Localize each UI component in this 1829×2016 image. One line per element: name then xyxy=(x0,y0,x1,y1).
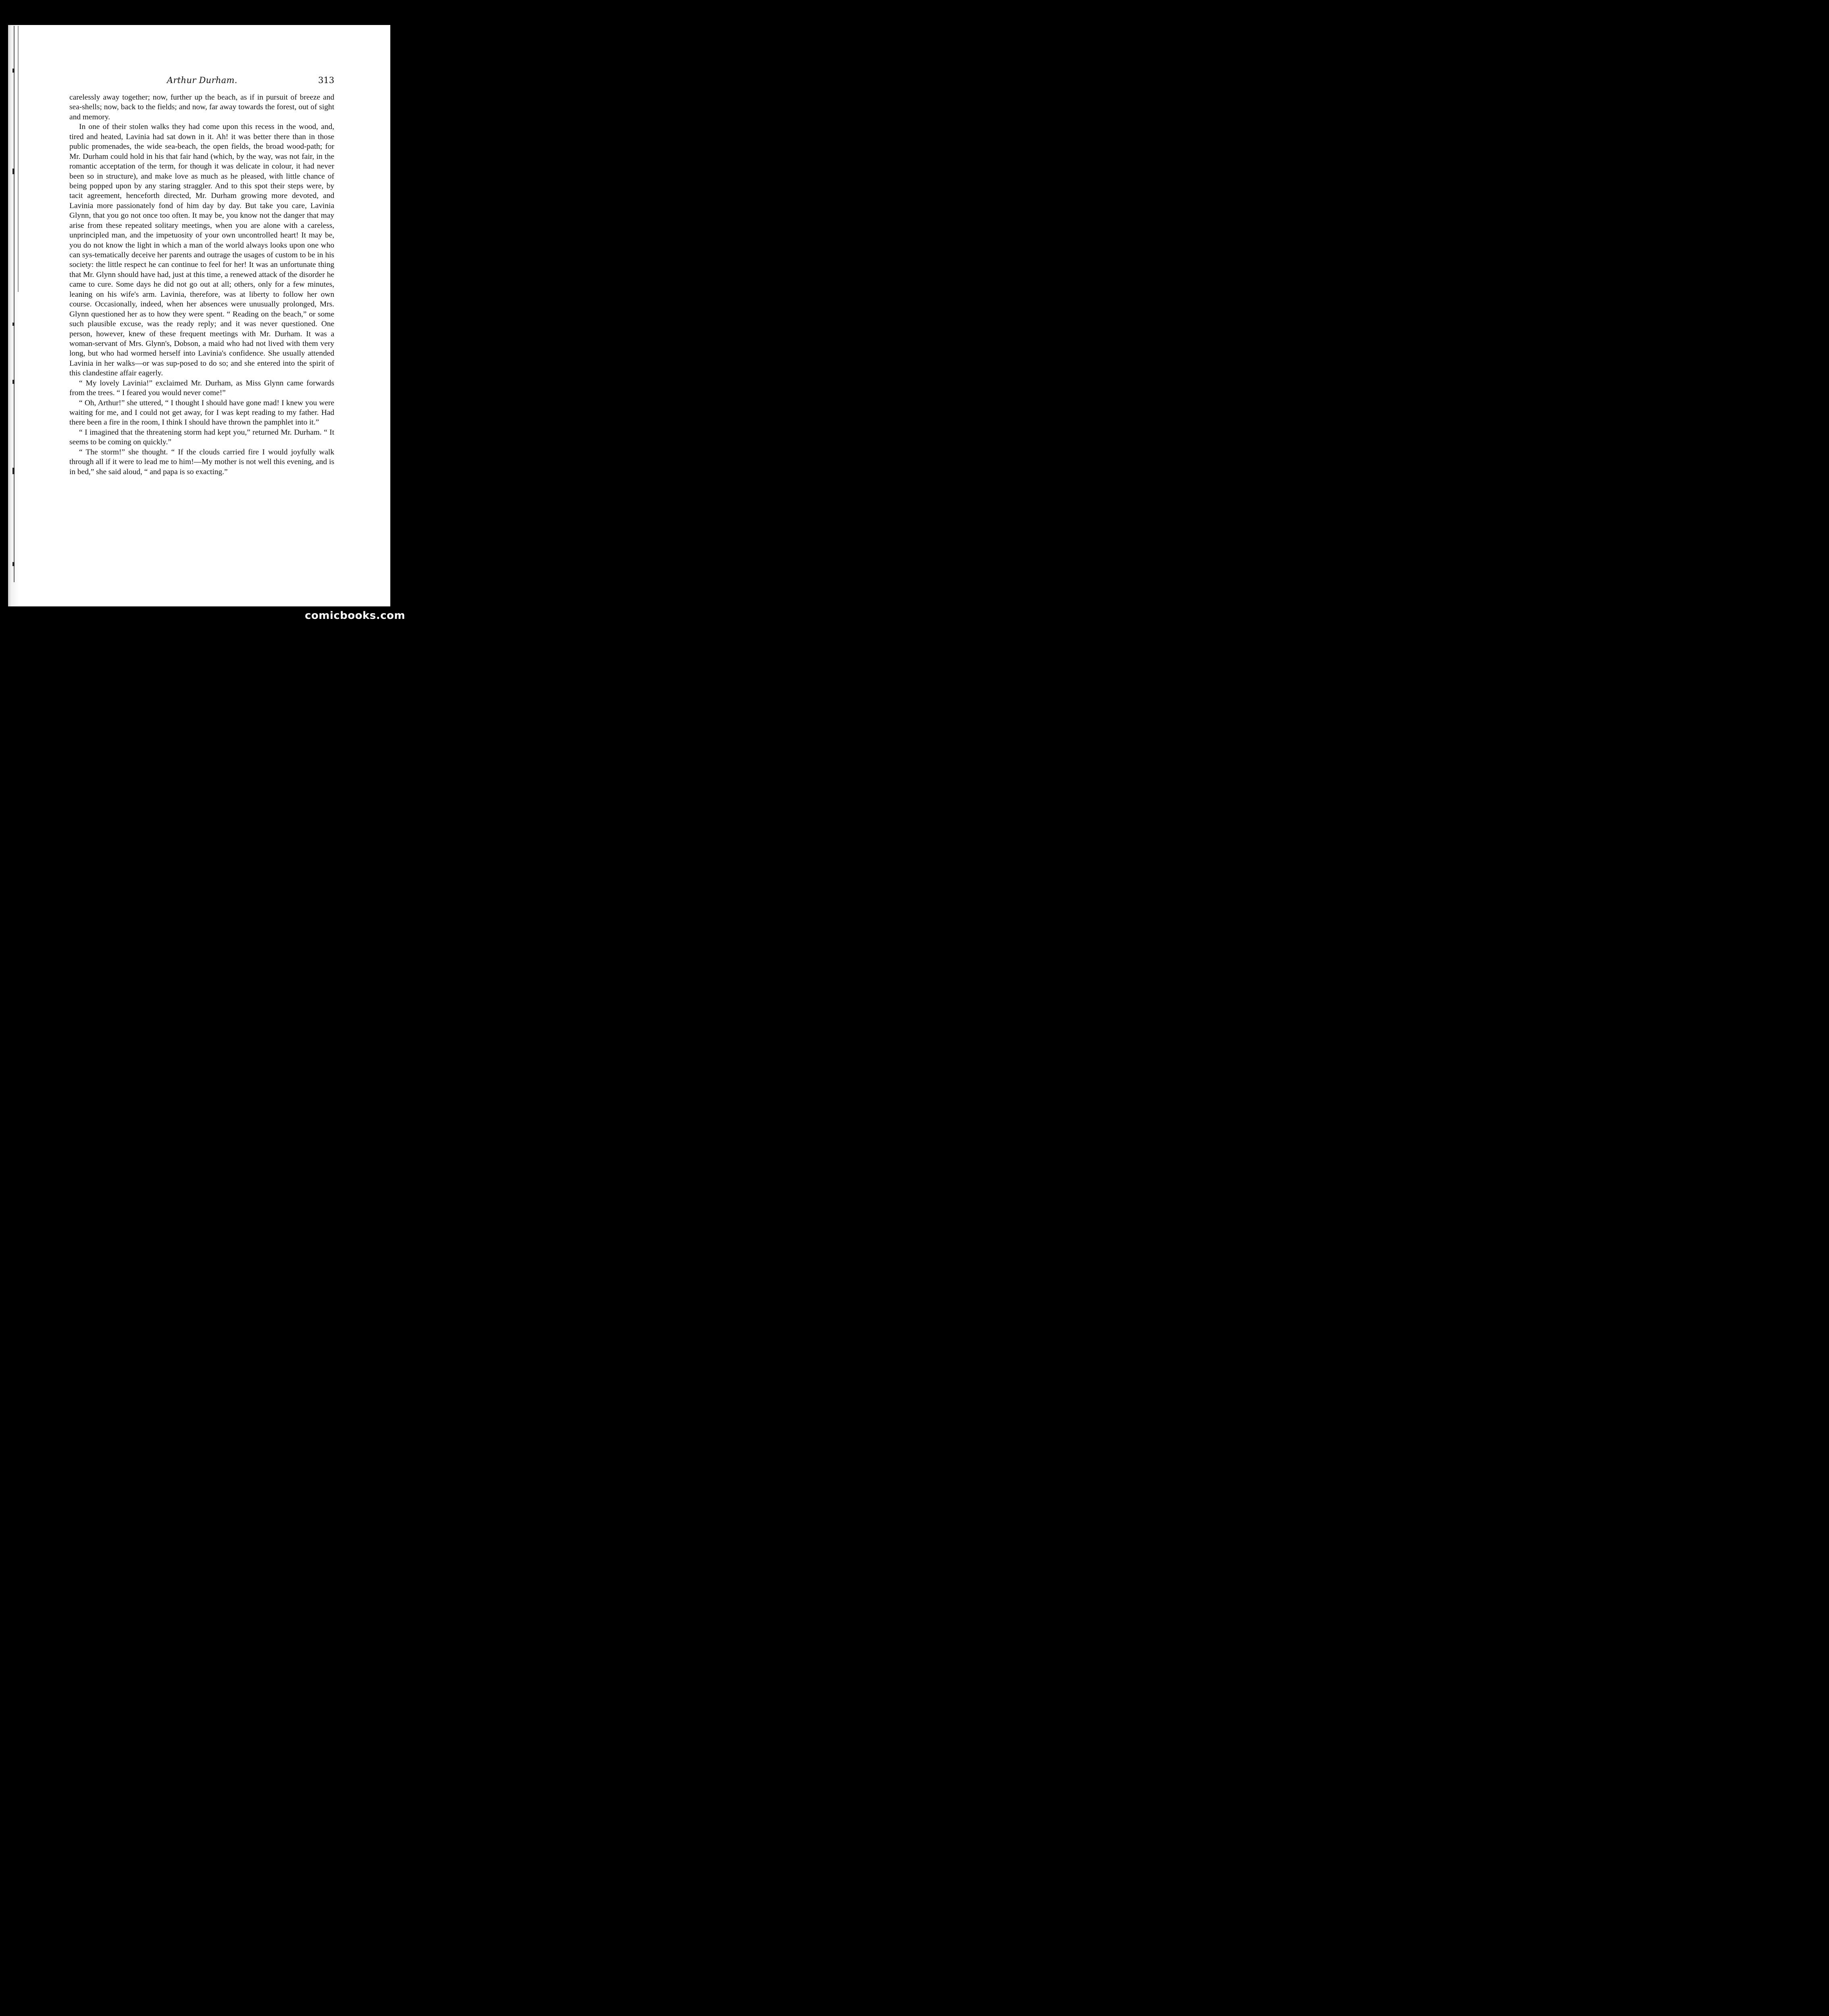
running-title: Arthur Durham. xyxy=(167,75,237,85)
spine-mark xyxy=(12,562,15,566)
text-line: think I should have thrown the pamphlet into it.” xyxy=(166,418,319,427)
text-line: tematically deceive her parents and outrage the usages of custom to xyxy=(95,251,306,259)
text-line: passionately fond of him day by day. But take you care, Lavinia xyxy=(116,201,334,210)
body-text xyxy=(69,93,334,477)
text-line: this time, a renewed attack of the disorder he came to cure. Some xyxy=(69,270,334,289)
text-line: carelessly away together; now, further up the beach, as if in pursuit xyxy=(69,93,288,102)
paragraph xyxy=(69,448,334,477)
page-header xyxy=(8,75,390,87)
spine-mark xyxy=(12,468,15,474)
text-line: danger that may arise from these repeated solitary meetings, when you xyxy=(69,211,334,230)
text-line: “ Oh, Arthur!” she uttered, “ I thought I should have gone mad! xyxy=(79,398,279,407)
text-line: “ The storm!” she thought. “ If the clouds carried fire I would xyxy=(79,448,288,456)
text-line: wood, and, tired and heated, Lavinia had sat down in it. Ah! it was xyxy=(69,123,334,141)
text-line: ready reply; and it was never questioned. One person, however, xyxy=(69,320,334,338)
text-line: towards the forest, out of sight and memory. xyxy=(69,103,334,121)
text-line: came forwards from the trees. “ I feared you would never come!” xyxy=(69,379,334,398)
text-line: It was an unfortunate thing that Mr. Glynn should have had, just at xyxy=(69,260,334,279)
text-line: woman-servant of Mrs. Glynn's, Dobson, a maid who had not lived xyxy=(69,339,284,348)
text-line: is not well this evening, and is in bed,” she said aloud, “ and papa is xyxy=(69,458,334,476)
text-line: Mr. Durham. “ It seems to be coming on quickly.” xyxy=(69,428,335,447)
text-line: “ I imagined that the threatening storm had kept you,” returned xyxy=(79,428,279,437)
spine-mark xyxy=(12,380,15,384)
paragraph xyxy=(69,428,334,448)
text-line: open fields, the broad wood-path; for Mr. Durham could hold in his xyxy=(69,142,335,161)
spine-mark xyxy=(12,69,15,73)
text-line: “ Reading on the beach,” or some such plausible excuse, was the xyxy=(69,310,334,329)
text-line: be in his society: the little respect he can continue to feel for her! xyxy=(69,251,334,269)
scan-frame xyxy=(0,0,414,632)
spine-edge-line xyxy=(14,26,15,582)
text-line: own course. Occasionally, indeed, when her absences were unusually xyxy=(69,290,335,309)
text-line: In one of their stolen walks they had come upon this recess in the xyxy=(79,123,296,131)
text-line: that fair hand (which, by the way, was not fair, in the romantic xyxy=(69,152,334,171)
spine-mark xyxy=(12,323,15,326)
text-line: with them very long, but who had wormed herself into Lavinia's xyxy=(69,339,334,358)
page-spine-shadow xyxy=(8,25,19,606)
text-line: joyfully walk through all if it were to lead me to him!—My mother xyxy=(69,448,334,467)
spine-mark xyxy=(12,169,15,174)
text-line: prolonged, Mrs. Glynn questioned her as to how they were spent. xyxy=(69,300,335,319)
text-line: directed, Mr. Durham growing more devoted, and Lavinia more xyxy=(69,192,334,210)
paragraph xyxy=(69,379,334,398)
text-line: of breeze and sea-shells; now, back to the fields; and now, far away xyxy=(69,93,334,112)
paragraph xyxy=(69,93,334,122)
text-line: affair eagerly. xyxy=(119,369,163,378)
paragraph xyxy=(69,122,334,378)
text-line: I knew you were waiting for me, and I could not get away, for I was xyxy=(69,398,335,417)
text-line: never been so in structure), and make love as much as he pleased, xyxy=(69,162,334,181)
text-line: confidence. She usually attended Lavinia in her walks—or was sup- xyxy=(69,349,334,368)
text-line: knew of these frequent meetings with Mr. Durham. It was a xyxy=(128,329,334,338)
text-line: in which a man of the world always looks upon one who can sys- xyxy=(69,241,334,259)
page-number: 313 xyxy=(318,75,335,85)
text-line: days he did not go out at all; others, only for a few minutes, leaning xyxy=(69,280,334,299)
text-line: so exacting.” xyxy=(187,467,228,476)
text-line: kept reading to my father. Had there been a fire in the room, I xyxy=(69,408,335,427)
text-line: And to this spot their steps were, by tacit agreement, henceforth xyxy=(69,181,335,200)
text-line: are alone with a careless, unprincipled man, and the impetuosity of xyxy=(69,221,335,240)
text-line: posed to do so; and she entered into the spirit of this clandestine xyxy=(69,359,334,378)
spine-edge-line xyxy=(18,26,19,292)
text-line: Glynn, that you go not once too often. It may be, you know not the xyxy=(69,211,281,220)
text-line: “ My lovely Lavinia!” exclaimed Mr. Durham, as Miss Glynn xyxy=(79,379,284,387)
text-line: acceptation of the term, for though it was delicate in colour, it had xyxy=(100,162,315,171)
text-line: on his wife's arm. Lavinia, therefore, was at liberty to follow her xyxy=(96,290,317,299)
book-page xyxy=(8,25,390,606)
text-line: your own uncontrolled heart! It may be, you do not know the light xyxy=(69,231,334,250)
text-line: with little chance of being popped upon by any staring straggler. xyxy=(69,172,334,190)
text-line: better there than in those public promenades, the wide sea-beach, the xyxy=(69,132,334,151)
paragraph xyxy=(69,398,334,428)
watermark-text: comicbooks.com xyxy=(304,610,405,622)
